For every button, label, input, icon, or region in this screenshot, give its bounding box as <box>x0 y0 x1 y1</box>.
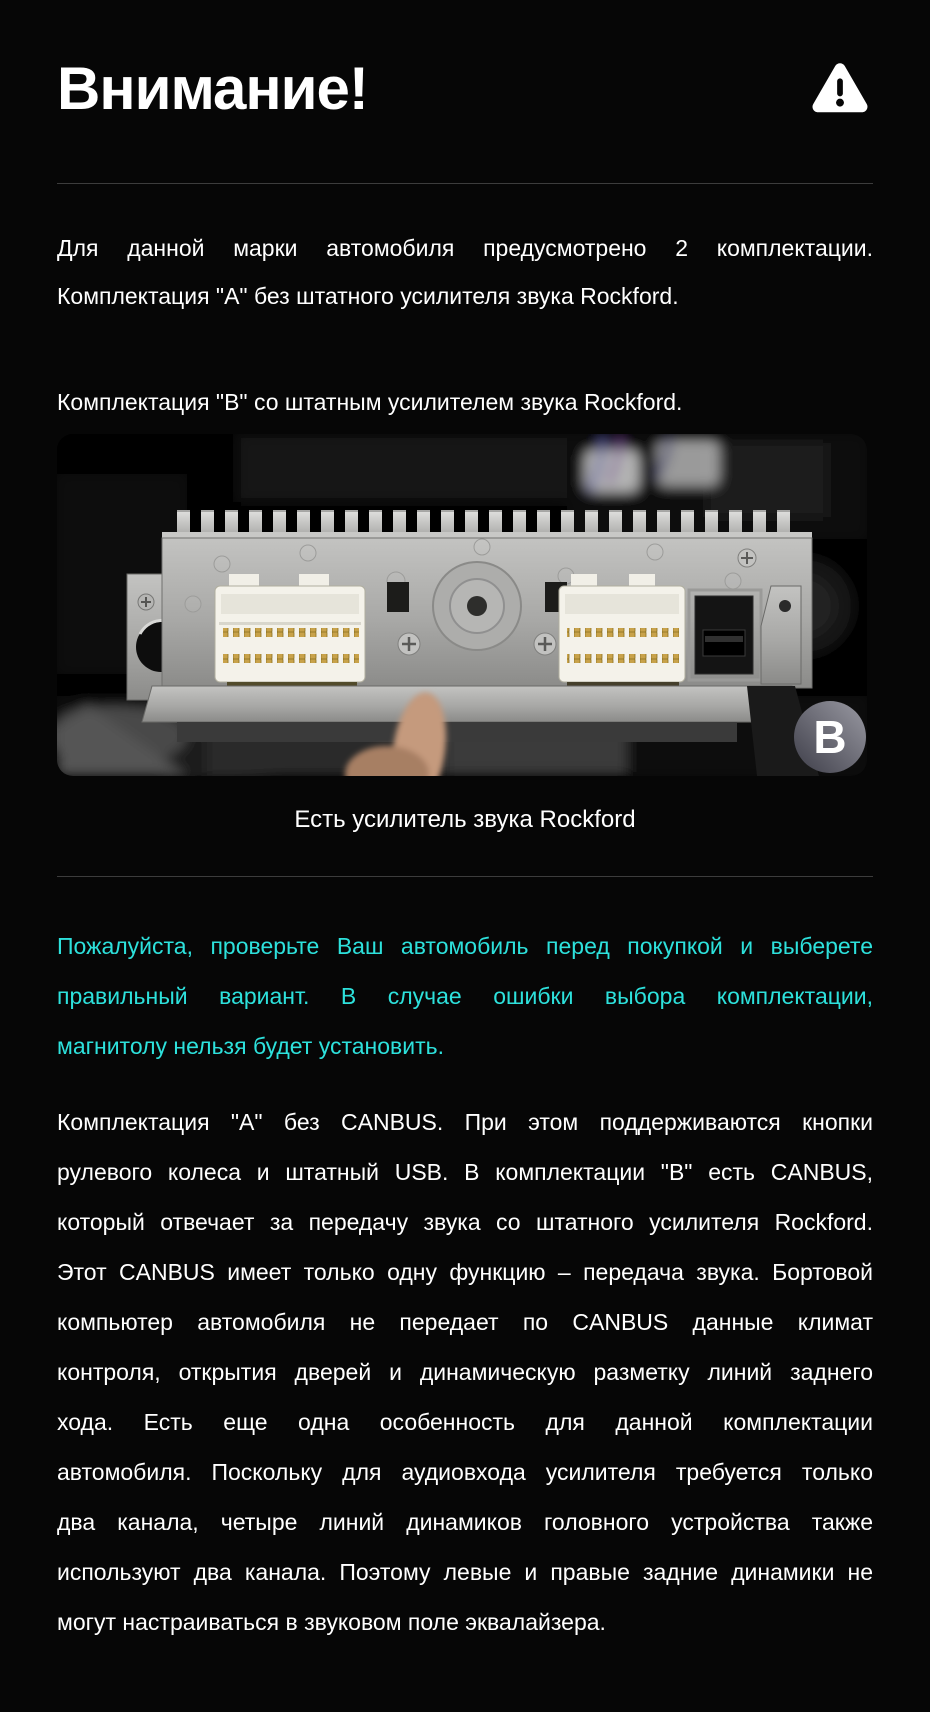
divider <box>57 876 873 877</box>
text-line: Комплектация "А" без CANBUS. При этом поддерживаются кнопки <box>57 1109 873 1135</box>
text-line: могут настраиваться в звуковом поле эквалайзера. <box>57 1609 606 1635</box>
intro-paragraph-2 <box>57 378 873 426</box>
header <box>57 0 873 127</box>
page-title: Внимание! <box>57 55 368 122</box>
head-unit-rear-illustration <box>57 434 867 776</box>
text-line: который отвечает за передачу звука со штатного усилителя Rockford. <box>57 1209 873 1235</box>
variant-badge-letter: B <box>813 711 847 763</box>
text-line: магнитолу нельзя будет установить. <box>57 1033 444 1059</box>
text-line: автомобиля. Поскольку для аудиовхода усилителя требуется только <box>57 1459 873 1485</box>
warning-triangle-icon <box>807 62 873 127</box>
head-unit-photo <box>57 434 867 776</box>
intro-paragraph-1 <box>57 224 873 320</box>
text-line: два канала, четыре линий динамиков головного устройства также <box>57 1509 873 1535</box>
text-line: хода. Есть еще одна особенность для данной комплектации <box>57 1409 873 1435</box>
purchase-warning-paragraph <box>57 921 873 1071</box>
text-line: Этот CANBUS имеет только одну функцию – передача звука. Бортовой <box>57 1259 873 1285</box>
text-line: используют два канала. Поэтому левые и правые задние динамики не <box>57 1559 873 1585</box>
divider <box>57 183 873 184</box>
photo-caption: Есть усилитель звука Rockford <box>294 806 636 833</box>
text-line: компьютер автомобиля не передает по CANBUS данные климат <box>57 1309 873 1335</box>
canbus-details-paragraph <box>57 1097 873 1647</box>
text-line: Комплектация "B" со штатным усилителем звука Rockford. <box>57 389 683 415</box>
text-line: рулевого колеса и штатный USB. В комплектации "В" есть CANBUS, <box>57 1159 873 1185</box>
text-line: контроля, открытия дверей и динамическую разметку линий заднего <box>57 1359 873 1385</box>
text-line: Комплектация "А" без штатного усилителя звука Rockford. <box>57 283 679 309</box>
text-line: Пожалуйста, проверьте Ваш автомобиль перед покупкой и выберете <box>57 933 873 959</box>
text-line: Для данной марки автомобиля предусмотрено 2 комплектации. <box>57 235 873 261</box>
text-line: правильный вариант. В случае ошибки выбора комплектации, <box>57 983 873 1009</box>
